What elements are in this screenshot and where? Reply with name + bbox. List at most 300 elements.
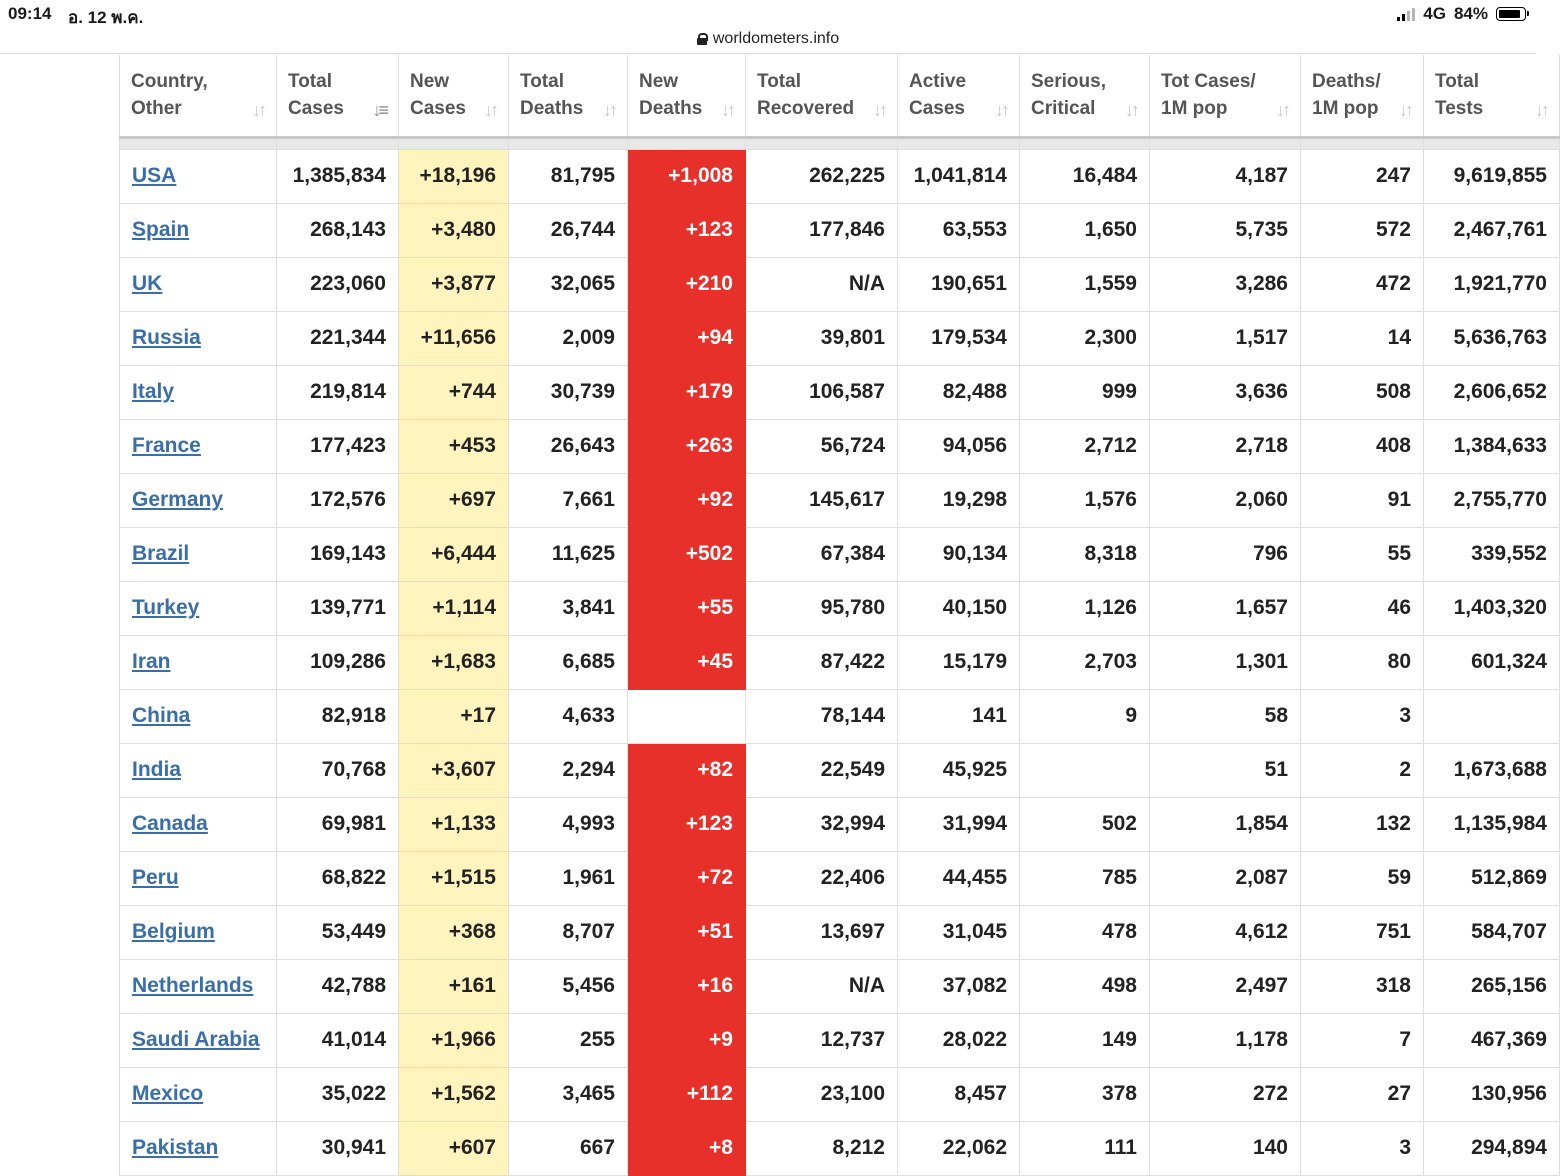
data-cell: +6,444 [399, 527, 509, 581]
sort-both-icon[interactable]: ↓↑ [995, 100, 1007, 120]
data-cell: 999 [1020, 365, 1150, 419]
data-cell: 12,737 [746, 1013, 898, 1067]
table-row [120, 905, 1560, 959]
data-cell: 265,156 [1424, 959, 1560, 1013]
column-header[interactable] [1301, 55, 1424, 137]
table-row [120, 1013, 1560, 1067]
data-cell: 59 [1301, 851, 1424, 905]
sort-both-icon[interactable]: ↓↑ [721, 100, 733, 120]
data-cell: +8 [628, 1121, 746, 1175]
data-cell: +123 [628, 797, 746, 851]
country-link[interactable]: Russia [132, 326, 201, 349]
data-cell: 179,534 [898, 311, 1020, 365]
data-cell: 2,703 [1020, 635, 1150, 689]
data-cell: +1,008 [628, 149, 746, 203]
table-row [120, 149, 1560, 203]
data-cell: +18,196 [399, 149, 509, 203]
country-link[interactable]: UK [132, 272, 163, 295]
data-cell: 512,869 [1424, 851, 1560, 905]
country-cell [120, 581, 277, 635]
data-cell: 584,707 [1424, 905, 1560, 959]
divider-cell [1150, 137, 1301, 149]
data-cell: 1,041,814 [898, 149, 1020, 203]
data-cell: +697 [399, 473, 509, 527]
data-cell: +94 [628, 311, 746, 365]
column-header-label: Total Cases [288, 71, 344, 120]
data-cell: 90,134 [898, 527, 1020, 581]
data-cell: 39,801 [746, 311, 898, 365]
data-cell: 6,685 [509, 635, 628, 689]
country-link[interactable]: Brazil [132, 542, 190, 565]
data-cell: +368 [399, 905, 509, 959]
sort-both-icon[interactable]: ↓↑ [1276, 100, 1288, 120]
data-cell: 44,455 [898, 851, 1020, 905]
column-header-label: Country, Other [131, 71, 208, 120]
country-link[interactable]: Netherlands [132, 974, 254, 997]
data-cell: 3,636 [1150, 365, 1301, 419]
data-cell: 4,612 [1150, 905, 1301, 959]
data-cell: 78,144 [746, 689, 898, 743]
table-row [120, 1067, 1560, 1121]
column-header[interactable] [120, 55, 277, 137]
cellular-signal-icon [1397, 7, 1415, 21]
column-header[interactable] [399, 55, 509, 137]
data-cell: 30,739 [509, 365, 628, 419]
data-cell: +92 [628, 473, 746, 527]
data-cell [1424, 689, 1560, 743]
data-cell: 11,625 [509, 527, 628, 581]
table-row [120, 797, 1560, 851]
data-cell: 5,735 [1150, 203, 1301, 257]
table-row [120, 203, 1560, 257]
data-cell: 1,301 [1150, 635, 1301, 689]
data-cell: 106,587 [746, 365, 898, 419]
column-header-label: New Deaths [639, 71, 703, 120]
divider-cell [628, 137, 746, 149]
sort-both-icon[interactable]: ↓↑ [1125, 100, 1137, 120]
data-cell: 255 [509, 1013, 628, 1067]
table-row [120, 473, 1560, 527]
country-cell [120, 689, 277, 743]
table-row [120, 311, 1560, 365]
data-cell: 26,643 [509, 419, 628, 473]
data-cell: +17 [399, 689, 509, 743]
data-cell: 467,369 [1424, 1013, 1560, 1067]
data-cell: +45 [628, 635, 746, 689]
battery-percent: 84% [1453, 4, 1488, 23]
country-link[interactable]: China [132, 704, 191, 727]
data-cell: 9 [1020, 689, 1150, 743]
data-cell: 139,771 [277, 581, 399, 635]
data-cell: 294,894 [1424, 1121, 1560, 1175]
data-cell: 408 [1301, 419, 1424, 473]
data-cell: 4,187 [1150, 149, 1301, 203]
divider-cell [120, 137, 277, 149]
country-link[interactable]: Pakistan [132, 1136, 219, 1159]
data-cell: 1,178 [1150, 1013, 1301, 1067]
country-cell [120, 149, 277, 203]
column-header[interactable] [509, 55, 628, 137]
data-cell: 32,994 [746, 797, 898, 851]
data-cell: 1,673,688 [1424, 743, 1560, 797]
table-row [120, 689, 1560, 743]
table-row [120, 581, 1560, 635]
data-cell: 7,661 [509, 473, 628, 527]
status-indicators [1397, 4, 1526, 24]
data-cell: 268,143 [277, 203, 399, 257]
data-cell: 2,087 [1150, 851, 1301, 905]
data-cell: 3,465 [509, 1067, 628, 1121]
data-cell: 1,657 [1150, 581, 1301, 635]
data-cell: 177,846 [746, 203, 898, 257]
data-cell: 81,795 [509, 149, 628, 203]
data-cell: 378 [1020, 1067, 1150, 1121]
table-row [120, 257, 1560, 311]
country-cell [120, 473, 277, 527]
divider-cell [898, 137, 1020, 149]
data-cell: 2,606,652 [1424, 365, 1560, 419]
data-cell: 42,788 [277, 959, 399, 1013]
data-cell: 30,941 [277, 1121, 399, 1175]
data-cell: 8,457 [898, 1067, 1020, 1121]
status-date: อ. 12 พ.ค. [68, 8, 144, 27]
data-cell: 2,497 [1150, 959, 1301, 1013]
table-header-row [120, 55, 1560, 137]
data-cell: 3 [1301, 1121, 1424, 1175]
data-cell: 16,484 [1020, 149, 1150, 203]
data-cell: 45,925 [898, 743, 1020, 797]
sort-both-icon[interactable]: ↓↑ [873, 100, 885, 120]
data-cell: 31,994 [898, 797, 1020, 851]
data-cell: 145,617 [746, 473, 898, 527]
data-cell: +453 [399, 419, 509, 473]
column-header-label: Serious, Critical [1031, 71, 1106, 120]
network-type: 4G [1423, 4, 1446, 23]
country-link[interactable]: Canada [132, 812, 208, 835]
data-cell: 141 [898, 689, 1020, 743]
divider-cell [1424, 137, 1560, 149]
data-cell: 1,135,984 [1424, 797, 1560, 851]
data-cell: 69,981 [277, 797, 399, 851]
data-cell: 28,022 [898, 1013, 1020, 1067]
coronavirus-cases-table [119, 55, 1547, 1159]
data-cell: 472 [1301, 257, 1424, 311]
data-cell: 9,619,855 [1424, 149, 1560, 203]
country-link[interactable]: Saudi Arabia [132, 1028, 260, 1051]
data-cell: 23,100 [746, 1067, 898, 1121]
data-cell: +179 [628, 365, 746, 419]
data-cell: 58 [1150, 689, 1301, 743]
data-cell: 91 [1301, 473, 1424, 527]
data-cell: 2,712 [1020, 419, 1150, 473]
data-cell: 95,780 [746, 581, 898, 635]
data-cell: 221,344 [277, 311, 399, 365]
data-cell: 339,552 [1424, 527, 1560, 581]
data-cell: 8,318 [1020, 527, 1150, 581]
data-cell: 109,286 [277, 635, 399, 689]
table-row [120, 743, 1560, 797]
column-header-label: Total Tests [1435, 71, 1484, 120]
country-link[interactable]: Italy [132, 380, 175, 403]
data-cell: 1,854 [1150, 797, 1301, 851]
divider-cell [399, 137, 509, 149]
data-cell: 8,707 [509, 905, 628, 959]
data-cell: 46 [1301, 581, 1424, 635]
country-cell [120, 1121, 277, 1175]
data-cell: 13,697 [746, 905, 898, 959]
data-cell: 2,294 [509, 743, 628, 797]
data-cell: 1,921,770 [1424, 257, 1560, 311]
data-cell: +1,562 [399, 1067, 509, 1121]
data-cell: 219,814 [277, 365, 399, 419]
data-cell: +51 [628, 905, 746, 959]
country-cell [120, 797, 277, 851]
data-cell: +3,480 [399, 203, 509, 257]
country-link[interactable]: USA [132, 164, 177, 187]
data-cell: 2,718 [1150, 419, 1301, 473]
data-cell: 478 [1020, 905, 1150, 959]
data-cell: 2 [1301, 743, 1424, 797]
column-header[interactable] [1150, 55, 1301, 137]
data-cell: 70,768 [277, 743, 399, 797]
data-cell [628, 689, 746, 743]
table-row [120, 851, 1560, 905]
data-cell: 1,576 [1020, 473, 1150, 527]
data-cell: 2,060 [1150, 473, 1301, 527]
country-cell [120, 905, 277, 959]
data-cell: 14 [1301, 311, 1424, 365]
data-cell: 132 [1301, 797, 1424, 851]
table-row [120, 527, 1560, 581]
data-cell: 177,423 [277, 419, 399, 473]
column-header[interactable] [628, 55, 746, 137]
status-bar [0, 0, 1536, 28]
data-cell: +502 [628, 527, 746, 581]
column-header-label: Active Cases [909, 71, 967, 120]
data-cell: 1,517 [1150, 311, 1301, 365]
country-cell [120, 203, 277, 257]
data-cell: 15,179 [898, 635, 1020, 689]
data-cell: 27 [1301, 1067, 1424, 1121]
data-cell: +1,515 [399, 851, 509, 905]
country-link[interactable]: Spain [132, 218, 190, 241]
data-cell: 68,822 [277, 851, 399, 905]
column-header[interactable] [898, 55, 1020, 137]
data-cell: +607 [399, 1121, 509, 1175]
data-cell: 1,126 [1020, 581, 1150, 635]
data-cell: 247 [1301, 149, 1424, 203]
data-cell: 1,385,834 [277, 149, 399, 203]
country-link[interactable]: India [132, 758, 182, 781]
country-link[interactable]: Germany [132, 488, 224, 511]
data-cell: 26,744 [509, 203, 628, 257]
country-link[interactable]: France [132, 434, 201, 457]
data-cell: +55 [628, 581, 746, 635]
sort-both-icon[interactable]: ↓↑ [252, 100, 264, 120]
data-cell: N/A [746, 959, 898, 1013]
data-cell: 262,225 [746, 149, 898, 203]
url-text: worldometers.info [712, 30, 840, 47]
divider-cell [1020, 137, 1150, 149]
data-cell: 67,384 [746, 527, 898, 581]
country-cell [120, 1013, 277, 1067]
data-cell: 318 [1301, 959, 1424, 1013]
data-cell: 796 [1150, 527, 1301, 581]
data-cell: +112 [628, 1067, 746, 1121]
column-header[interactable] [1424, 55, 1560, 137]
column-header-label: Tot Cases/ 1M pop [1161, 71, 1256, 120]
data-cell: 4,993 [509, 797, 628, 851]
data-cell: 22,406 [746, 851, 898, 905]
lock-icon [697, 33, 707, 45]
data-cell: 2,467,761 [1424, 203, 1560, 257]
data-cell: 1,559 [1020, 257, 1150, 311]
data-cell: +16 [628, 959, 746, 1013]
data-cell: 4,633 [509, 689, 628, 743]
data-cell: +1,133 [399, 797, 509, 851]
data-cell: 502 [1020, 797, 1150, 851]
column-header[interactable] [746, 55, 898, 137]
sort-both-icon[interactable]: ↓↑ [1399, 100, 1411, 120]
data-cell: 2,009 [509, 311, 628, 365]
data-cell: 667 [509, 1121, 628, 1175]
sort-desc-icon[interactable]: ↓≡ [372, 100, 386, 120]
column-header-label: New Cases [410, 71, 466, 120]
data-cell: 5,456 [509, 959, 628, 1013]
data-cell: 3,841 [509, 581, 628, 635]
data-cell: 7 [1301, 1013, 1424, 1067]
sort-both-icon[interactable]: ↓↑ [1535, 100, 1547, 120]
country-cell [120, 959, 277, 1013]
data-cell: +161 [399, 959, 509, 1013]
data-cell: +3,607 [399, 743, 509, 797]
status-time: 09:14 [8, 4, 52, 23]
data-cell: 56,724 [746, 419, 898, 473]
column-header-label: Deaths/ 1M pop [1312, 71, 1381, 120]
data-cell: 2,300 [1020, 311, 1150, 365]
toolbar-divider [0, 53, 1536, 54]
data-cell: 35,022 [277, 1067, 399, 1121]
data-cell: N/A [746, 257, 898, 311]
data-cell: 508 [1301, 365, 1424, 419]
data-cell: +123 [628, 203, 746, 257]
data-cell: 1,650 [1020, 203, 1150, 257]
column-header-label: Total Deaths [520, 71, 584, 120]
sort-both-icon[interactable]: ↓↑ [484, 100, 496, 120]
country-link[interactable]: Turkey [132, 596, 200, 619]
table-row [120, 635, 1560, 689]
data-cell: 2,755,770 [1424, 473, 1560, 527]
country-cell [120, 257, 277, 311]
data-cell: 53,449 [277, 905, 399, 959]
table-row [120, 365, 1560, 419]
data-cell: 1,403,320 [1424, 581, 1560, 635]
data-cell: 40,150 [898, 581, 1020, 635]
data-cell: +263 [628, 419, 746, 473]
data-cell: 149 [1020, 1013, 1150, 1067]
country-cell [120, 419, 277, 473]
divider-cell [746, 137, 898, 149]
country-cell [120, 365, 277, 419]
data-cell: +82 [628, 743, 746, 797]
column-header[interactable] [277, 55, 399, 137]
data-cell: 87,422 [746, 635, 898, 689]
data-cell: +210 [628, 257, 746, 311]
data-cell: 130,956 [1424, 1067, 1560, 1121]
data-cell: 19,298 [898, 473, 1020, 527]
data-cell: +1,683 [399, 635, 509, 689]
data-cell: 601,324 [1424, 635, 1560, 689]
data-cell: 785 [1020, 851, 1150, 905]
data-cell: +1,966 [399, 1013, 509, 1067]
data-cell: 190,651 [898, 257, 1020, 311]
data-cell: 82,488 [898, 365, 1020, 419]
data-cell: 32,065 [509, 257, 628, 311]
country-cell [120, 527, 277, 581]
country-cell [120, 635, 277, 689]
data-cell: 31,045 [898, 905, 1020, 959]
data-cell: +11,656 [399, 311, 509, 365]
country-cell [120, 311, 277, 365]
data-cell: 55 [1301, 527, 1424, 581]
table-row [120, 419, 1560, 473]
data-cell: 8,212 [746, 1121, 898, 1175]
data-cell: 172,576 [277, 473, 399, 527]
data-cell: 51 [1150, 743, 1301, 797]
data-cell: 1,961 [509, 851, 628, 905]
country-cell [120, 851, 277, 905]
data-cell: +3,877 [399, 257, 509, 311]
data-cell: 3,286 [1150, 257, 1301, 311]
sort-both-icon[interactable]: ↓↑ [603, 100, 615, 120]
country-cell [120, 1067, 277, 1121]
data-cell: 94,056 [898, 419, 1020, 473]
data-cell: 1,384,633 [1424, 419, 1560, 473]
country-link[interactable]: Belgium [132, 920, 215, 943]
data-cell: 37,082 [898, 959, 1020, 1013]
data-cell: 41,014 [277, 1013, 399, 1067]
country-link[interactable]: Iran [132, 650, 171, 673]
data-cell: 111 [1020, 1121, 1150, 1175]
data-cell: 169,143 [277, 527, 399, 581]
data-cell: 572 [1301, 203, 1424, 257]
divider-cell [509, 137, 628, 149]
data-cell: 82,918 [277, 689, 399, 743]
data-cell: 498 [1020, 959, 1150, 1013]
country-link[interactable]: Mexico [132, 1082, 204, 1105]
data-cell: 3 [1301, 689, 1424, 743]
data-cell: +9 [628, 1013, 746, 1067]
column-header-label: Total Recovered [757, 71, 855, 120]
column-header[interactable] [1020, 55, 1150, 137]
data-cell: 80 [1301, 635, 1424, 689]
divider-cell [277, 137, 399, 149]
data-cell [1020, 743, 1150, 797]
data-cell: +1,114 [399, 581, 509, 635]
table-row [120, 959, 1560, 1013]
divider-cell [1301, 137, 1424, 149]
battery-icon [1496, 7, 1526, 21]
data-cell: +744 [399, 365, 509, 419]
data-cell: 22,062 [898, 1121, 1020, 1175]
country-cell [120, 743, 277, 797]
country-link[interactable]: Peru [132, 866, 179, 889]
data-cell: 22,549 [746, 743, 898, 797]
data-cell: 751 [1301, 905, 1424, 959]
table-row [120, 1121, 1560, 1175]
table-divider-row [120, 137, 1560, 149]
address-bar[interactable] [0, 26, 1536, 52]
